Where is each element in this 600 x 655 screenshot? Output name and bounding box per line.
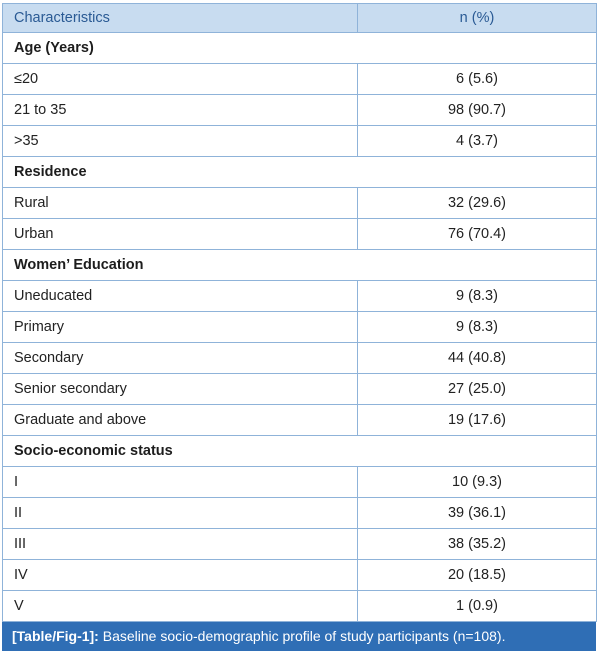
row-value: 1 (0.9) xyxy=(358,591,597,622)
table-row xyxy=(3,591,597,622)
table-row xyxy=(3,343,597,374)
row-label: Rural xyxy=(3,188,358,219)
caption-text: Baseline socio-demographic profile of study participants (n=108). xyxy=(98,628,506,644)
row-value: 19 (17.6) xyxy=(358,405,597,436)
caption-ref: [Table/Fig-1]: xyxy=(12,628,99,644)
table-figure xyxy=(2,3,596,651)
table-row xyxy=(3,64,597,95)
section-row xyxy=(3,33,597,64)
demographics-table xyxy=(2,3,597,622)
row-label: IV xyxy=(3,560,358,591)
table-row xyxy=(3,95,597,126)
row-value: 4 (3.7) xyxy=(358,126,597,157)
table-row xyxy=(3,405,597,436)
table-row xyxy=(3,560,597,591)
section-row xyxy=(3,157,597,188)
row-label: ≤20 xyxy=(3,64,358,95)
table-caption xyxy=(2,622,596,651)
section-title: Residence xyxy=(3,157,597,188)
row-label: I xyxy=(3,467,358,498)
table-row xyxy=(3,281,597,312)
row-value: 9 (8.3) xyxy=(358,312,597,343)
table-row xyxy=(3,188,597,219)
table-row xyxy=(3,219,597,250)
table-body xyxy=(3,33,597,622)
row-value: 10 (9.3) xyxy=(358,467,597,498)
header-n-percent: n (%) xyxy=(358,4,597,33)
section-title: Women’ Education xyxy=(3,250,597,281)
row-value: 6 (5.6) xyxy=(358,64,597,95)
row-value: 9 (8.3) xyxy=(358,281,597,312)
row-value: 38 (35.2) xyxy=(358,529,597,560)
row-value: 20 (18.5) xyxy=(358,560,597,591)
table-row xyxy=(3,374,597,405)
section-row xyxy=(3,250,597,281)
row-value: 32 (29.6) xyxy=(358,188,597,219)
row-value: 98 (90.7) xyxy=(358,95,597,126)
row-label: II xyxy=(3,498,358,529)
table-row xyxy=(3,529,597,560)
table-row xyxy=(3,467,597,498)
section-row xyxy=(3,436,597,467)
row-label: V xyxy=(3,591,358,622)
header-characteristics: Characteristics xyxy=(3,4,358,33)
table-row xyxy=(3,498,597,529)
section-title: Socio-economic status xyxy=(3,436,597,467)
row-label: Senior secondary xyxy=(3,374,358,405)
row-label: Urban xyxy=(3,219,358,250)
row-value: 27 (25.0) xyxy=(358,374,597,405)
section-title: Age (Years) xyxy=(3,33,597,64)
row-label: Graduate and above xyxy=(3,405,358,436)
row-label: 21 to 35 xyxy=(3,95,358,126)
table-row xyxy=(3,126,597,157)
row-label: >35 xyxy=(3,126,358,157)
row-label: Uneducated xyxy=(3,281,358,312)
table-header-row xyxy=(3,4,597,33)
row-value: 44 (40.8) xyxy=(358,343,597,374)
row-value: 76 (70.4) xyxy=(358,219,597,250)
row-label: Secondary xyxy=(3,343,358,374)
row-label: III xyxy=(3,529,358,560)
row-value: 39 (36.1) xyxy=(358,498,597,529)
row-label: Primary xyxy=(3,312,358,343)
table-row xyxy=(3,312,597,343)
